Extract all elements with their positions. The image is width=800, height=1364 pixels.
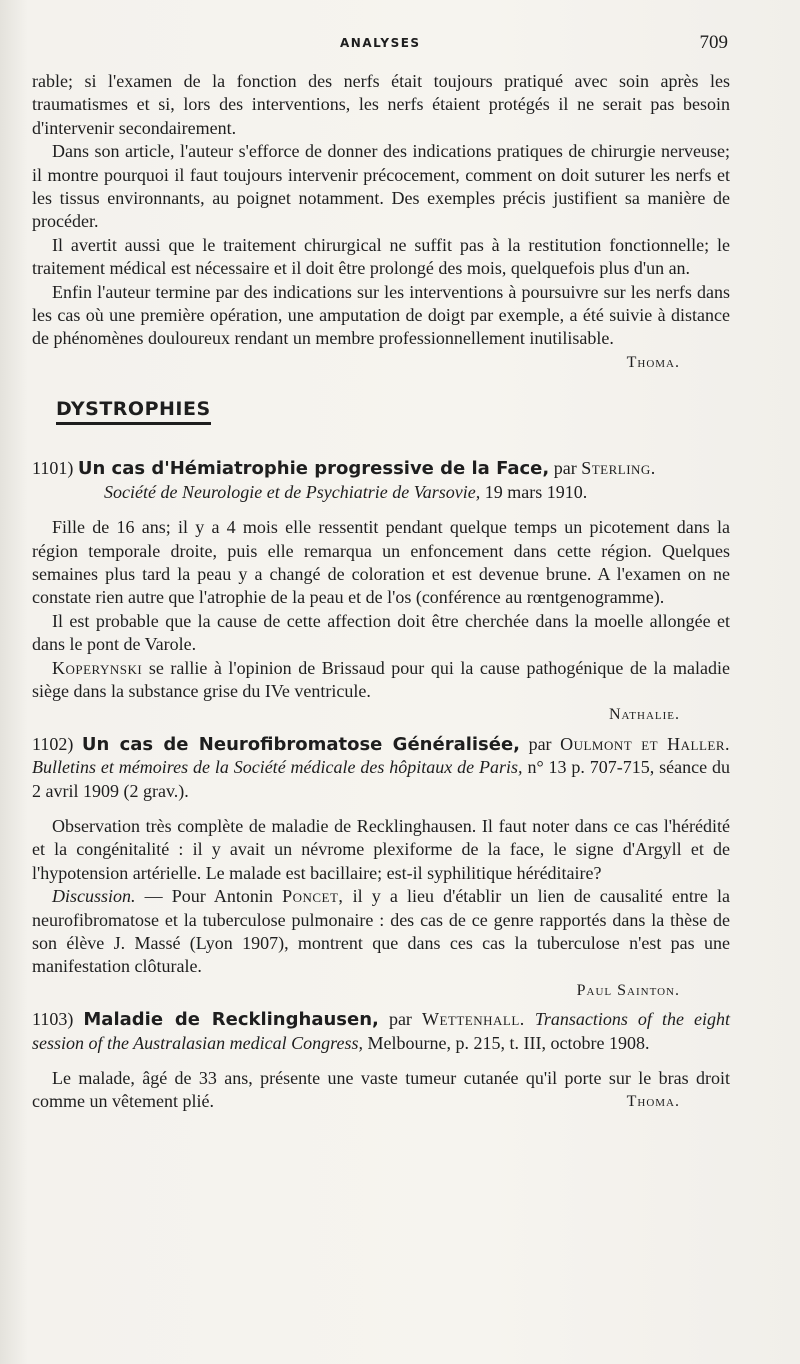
entry-details: Melbourne, p. 215, t. III, octobre 1908. <box>367 1032 650 1053</box>
discussion-label: Discussion. <box>52 886 136 907</box>
entry-1102 <box>32 733 730 1002</box>
entry-signature: Paul Sainton. <box>576 981 680 999</box>
entry-title-line <box>32 733 730 803</box>
entry-number: 1102) <box>32 733 74 754</box>
discussion-text: il y a lieu d'établir un lien de causalité entre la neurofibromatose et la tuberculose pulmonaire : des cas de ce genre rapportés dans la thèse de son élève J. Massé (Lyon 1907), montrent que dans ces cas la tuberculose n'est pas une manifestation clôturale. <box>32 886 731 977</box>
entry-source: Bulletins et mémoires de la Société médicale des hôpitaux de Paris, <box>32 757 523 778</box>
entry-paragraph: Observation très complète de maladie de Recklinghausen. Il faut noter dans ce cas l'hérédité et la congénitalité : il y avait un névrome plexiforme de la face, le signe d'Argyll et de l'hypotension artérielle. Le malade est bacillaire; est-il syphilitique héréditaire? <box>32 815 730 883</box>
entry-paragraph-text: se rallie à l'opinion de Brissaud pour qui la cause pathogénique de la maladie siège dans la substance grise du IVe ventricule. <box>32 657 731 701</box>
entry-paragraph <box>32 1067 730 1114</box>
intro-paragraph-3: Il avertit aussi que le traitement chirurgical ne suffit pas à la restitution fonctionnelle; le traitement médical est nécessaire et il doit être prolongé des mois, quelquefois plus d'un an. <box>32 234 730 279</box>
entry-paragraph: Il est probable que la cause de cette affection doit être cherchée dans la moelle allongée et dans le pont de Varole. <box>32 610 730 655</box>
entry-title: Un cas d'Hémiatrophie progressive de la Face, <box>77 458 550 480</box>
running-head: ANALYSES <box>340 36 421 50</box>
entry-source-line <box>32 481 730 504</box>
discussion-name: Poncet, <box>282 886 344 907</box>
entry-signature: Thoma. <box>626 1093 680 1111</box>
entry-number: 1103) <box>32 1009 74 1030</box>
entry-by: par <box>528 733 552 754</box>
intro-paragraph-1: rable; si l'examen de la fonction des nerfs était toujours pratiqué avec soin après les traumatismes et si, lors des interventions, les nerfs étaient protégés il ne serait pas besoin d'intervenir secondairement. <box>32 71 730 138</box>
intro-paragraph-2: Dans son article, l'auteur s'efforce de donner des indications pratiques de chirurgie nerveuse; il montre pourquoi il faut toujours intervenir précocement, comment on doit suturer les nerfs et les tissus environnants, au poignet notamment. Des exemples précis justifient sa manière de procéder. <box>32 141 730 232</box>
entry-number: 1101) <box>32 458 74 479</box>
entry-paragraph-text: Le malade, âgé de 33 ans, présente une vaste tumeur cutanée qu'il porte sur le bras droit comme un vêtement plié. <box>32 1068 730 1112</box>
entry-by: par <box>388 1009 412 1030</box>
entry-signature: Nathalie. <box>609 706 680 724</box>
entry-title: Un cas de Neurofibromatose Généralisée, <box>81 733 521 755</box>
page-content <box>32 70 730 1114</box>
entry-title-line <box>32 1008 730 1055</box>
entry-source: Société de Neurologie et de Psychiatrie de Varsovie, <box>104 481 481 502</box>
entry-authors: Oulmont et Haller. <box>560 733 731 754</box>
entry-authors: Wettenhall. <box>421 1009 525 1030</box>
section-heading: DYSTROPHIES <box>56 398 211 425</box>
entry-1103 <box>32 1008 730 1114</box>
entry-paragraph: Fille de 16 ans; il y a 4 mois elle ressentit pendant quelque temps un picotement dans la région temporale droite, puis elle remarqua un enfoncement dans cette région. Quelques semaines plus tard la peau y a changé de coloration et est devenue brune. A l'examen on ne constate rien autre que l'atrophie de la peau et de l'os (conférence au rœntgenogramme). <box>32 517 730 608</box>
entry-title: Maladie de Recklinghausen, <box>83 1009 379 1031</box>
entry-source: Transactions of the eight session of the Australasian medical Congress, <box>32 1009 731 1053</box>
entry-by: par <box>553 458 577 479</box>
intro-signature: Thoma. <box>626 353 680 371</box>
intro-paragraph-4 <box>32 281 730 371</box>
entry-1101 <box>32 457 730 726</box>
intro-paragraph-4-text: Enfin l'auteur termine par des indications sur les interventions à poursuivre sur les nerfs dans les cas où une première opération, une amputation de doigt par exemple, a été suivie à distance de phénomènes douloureux rendant un membre professionnellement inutilisable. <box>32 281 730 349</box>
entry-details: n° 13 p. 707-715, séance du 2 avril 1909 (2 grav.). <box>32 757 731 801</box>
entry-cited-name: Koperynski <box>52 657 143 678</box>
entry-authors: Sterling. <box>581 458 656 479</box>
entry-discussion <box>32 885 730 979</box>
entry-title-line <box>32 457 730 480</box>
entry-paragraph <box>32 657 730 704</box>
discussion-pre: — Pour Antonin <box>144 886 273 907</box>
page-number: 709 <box>699 32 728 53</box>
entry-date: 19 mars 1910. <box>484 481 588 502</box>
page-header <box>0 34 800 58</box>
